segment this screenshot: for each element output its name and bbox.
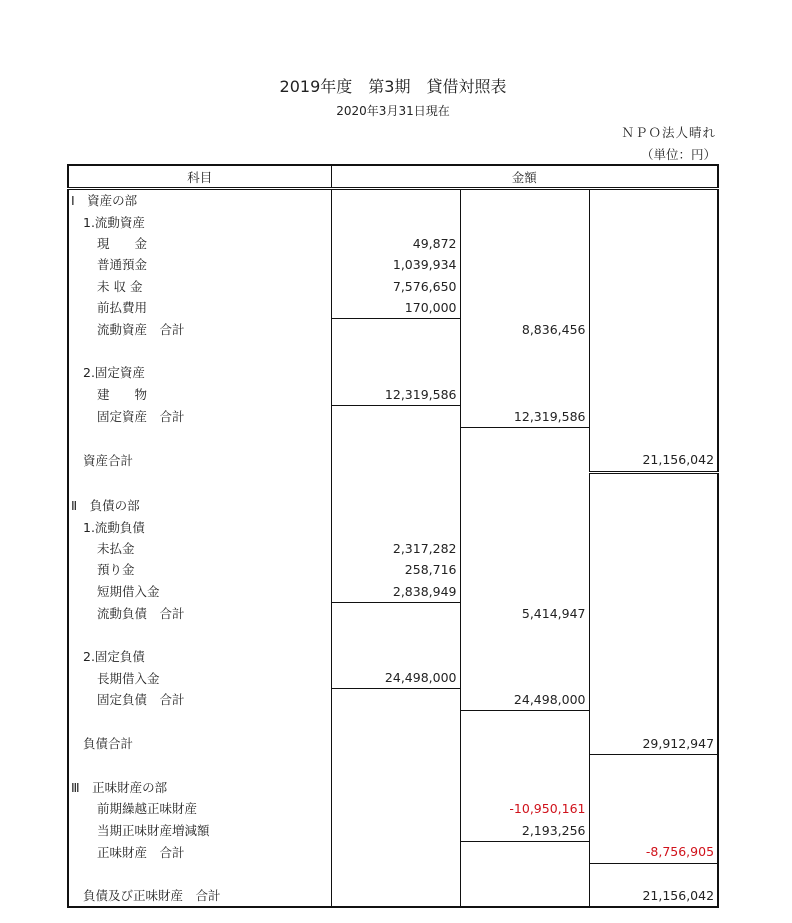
amount-c1 [331,472,460,495]
amount-c3 [589,254,718,275]
amount-c2 [460,362,589,383]
amount-c3: 29,912,947 [589,733,718,755]
amount-c3: -8,756,905 [589,841,718,863]
amount-c3 [589,341,718,362]
account-label: Ⅱ 負債の部 [68,495,331,516]
amount-c1 [331,495,460,516]
amount-c1 [331,885,460,907]
account-label: 当期正味財産増減額 [68,819,331,841]
amount-c1 [331,516,460,537]
table-row [68,602,718,624]
amount-c2 [460,646,589,667]
table-row [68,819,718,841]
header-amount: 金額 [331,165,718,189]
amount-c3: 21,156,042 [589,885,718,907]
table-row [68,211,718,232]
account-label: 未払金 [68,538,331,559]
amount-c2 [460,777,589,798]
account-label: 流動負債 合計 [68,602,331,624]
account-label: 預り金 [68,559,331,580]
amount-c1 [331,689,460,711]
account-label: 普通預金 [68,254,331,275]
amount-c3 [589,798,718,819]
table-row [68,319,718,341]
table-row [68,841,718,863]
header-row [68,165,718,189]
amount-c2 [460,581,589,603]
amount-c1 [331,189,460,212]
account-label [68,427,331,449]
amount-c2: 24,498,000 [460,689,589,711]
as-of-date: 2020年3月31日現在 [336,104,450,118]
amount-c2 [460,254,589,275]
amount-c2 [460,495,589,516]
amount-c3 [589,427,718,449]
amount-c1 [331,624,460,645]
amount-c2 [460,297,589,319]
amount-c2 [460,667,589,689]
account-label: 現 金 [68,233,331,254]
account-label [68,755,331,777]
account-label: 正味財産 合計 [68,841,331,863]
amount-c1 [331,841,460,863]
amount-c1: 7,576,650 [331,276,460,297]
account-label [68,711,331,733]
table-row [68,667,718,689]
amount-c2 [460,189,589,212]
account-label: 固定資産 合計 [68,405,331,427]
account-label: Ⅲ 正味財産の部 [68,777,331,798]
amount-c2: 5,414,947 [460,602,589,624]
account-label: 1.流動資産 [68,211,331,232]
amount-c3 [589,384,718,406]
amount-c2 [460,885,589,907]
table-row [68,362,718,383]
account-label [68,472,331,495]
blank-row [68,427,718,449]
amount-c2 [460,624,589,645]
blank-row [68,624,718,645]
amount-c1: 2,317,282 [331,538,460,559]
table-row [68,885,718,907]
amount-c1: 24,498,000 [331,667,460,689]
amount-c3 [589,863,718,885]
blank-row [68,341,718,362]
amount-c2: 8,836,456 [460,319,589,341]
blank-row [68,755,718,777]
amount-c3 [589,646,718,667]
account-label: 前払費用 [68,297,331,319]
amount-c3 [589,472,718,495]
amount-c1: 258,716 [331,559,460,580]
amount-c2 [460,472,589,495]
table-row [68,538,718,559]
table-row [68,777,718,798]
amount-c2 [460,341,589,362]
amount-c1 [331,819,460,841]
amount-c3 [589,495,718,516]
amount-c2 [460,841,589,863]
amount-c3 [589,538,718,559]
amount-c2 [460,733,589,755]
amount-c3 [589,624,718,645]
blank-row [68,863,718,885]
amount-c1 [331,341,460,362]
table-row [68,254,718,275]
amount-c1 [331,319,460,341]
amount-c1 [331,427,460,449]
blank-row [68,711,718,733]
account-label: 2.固定資産 [68,362,331,383]
document-title: 2019年度 第3期 貸借対照表 [279,77,507,96]
amount-c2 [460,755,589,777]
organization-name: ＮＰＯ法人晴れ [621,125,716,140]
amount-c3 [589,602,718,624]
amount-c1 [331,211,460,232]
amount-c2 [460,211,589,232]
amount-c2 [460,427,589,449]
amount-c1 [331,449,460,472]
amount-c3 [589,516,718,537]
table-row [68,559,718,580]
amount-c2 [460,559,589,580]
account-label: 未 収 金 [68,276,331,297]
amount-c3 [589,777,718,798]
account-label: Ⅰ 資産の部 [68,189,331,212]
amount-c3 [589,276,718,297]
amount-c3 [589,559,718,580]
amount-c3 [589,755,718,777]
account-label: 1.流動負債 [68,516,331,537]
amount-c1: 12,319,586 [331,384,460,406]
table-row [68,449,718,472]
account-label [68,863,331,885]
amount-c1 [331,777,460,798]
table-row [68,276,718,297]
amount-c3 [589,233,718,254]
amount-c3 [589,581,718,603]
account-label: 固定負債 合計 [68,689,331,711]
amount-c3 [589,667,718,689]
amount-c3 [589,819,718,841]
amount-c1 [331,863,460,885]
amount-c3: 21,156,042 [589,449,718,472]
amount-c2 [460,516,589,537]
table-row [68,495,718,516]
amount-c1 [331,602,460,624]
account-label: 負債及び正味財産 合計 [68,885,331,907]
amount-c1 [331,362,460,383]
account-label: 前期繰越正味財産 [68,798,331,819]
amount-c2 [460,449,589,472]
amount-c3 [589,297,718,319]
account-label: 負債合計 [68,733,331,755]
amount-c2: -10,950,161 [460,798,589,819]
amount-c1 [331,733,460,755]
table-row [68,384,718,406]
table-row [68,516,718,537]
unit-label: （単位：円） [640,147,716,162]
amount-c2: 12,319,586 [460,405,589,427]
amount-c3 [589,711,718,733]
table-row [68,689,718,711]
account-label: 建 物 [68,384,331,406]
amount-c1: 1,039,934 [331,254,460,275]
account-label: 流動資産 合計 [68,319,331,341]
amount-c3 [589,405,718,427]
table-row [68,798,718,819]
amount-c3 [589,362,718,383]
amount-c2 [460,863,589,885]
table-row [68,646,718,667]
table-row [68,405,718,427]
amount-c1 [331,405,460,427]
amount-c1 [331,711,460,733]
amount-c1: 2,838,949 [331,581,460,603]
amount-c3 [589,689,718,711]
table-row [68,233,718,254]
amount-c2 [460,711,589,733]
balance-sheet-table [67,164,719,908]
amount-c3 [589,211,718,232]
amount-c1: 49,872 [331,233,460,254]
amount-c2 [460,233,589,254]
account-label: 資産合計 [68,449,331,472]
amount-c2: 2,193,256 [460,819,589,841]
account-label: 長期借入金 [68,667,331,689]
header-account: 科目 [68,165,331,189]
account-label [68,624,331,645]
amount-c1: 170,000 [331,297,460,319]
amount-c2 [460,384,589,406]
account-label: 2.固定負債 [68,646,331,667]
amount-c1 [331,798,460,819]
blank-row [68,472,718,495]
account-label [68,341,331,362]
amount-c1 [331,646,460,667]
table-row [68,733,718,755]
amount-c3 [589,189,718,212]
amount-c2 [460,538,589,559]
table-row [68,581,718,603]
amount-c2 [460,276,589,297]
amount-c3 [589,319,718,341]
table-row [68,297,718,319]
table-row [68,189,718,212]
amount-c1 [331,755,460,777]
account-label: 短期借入金 [68,581,331,603]
